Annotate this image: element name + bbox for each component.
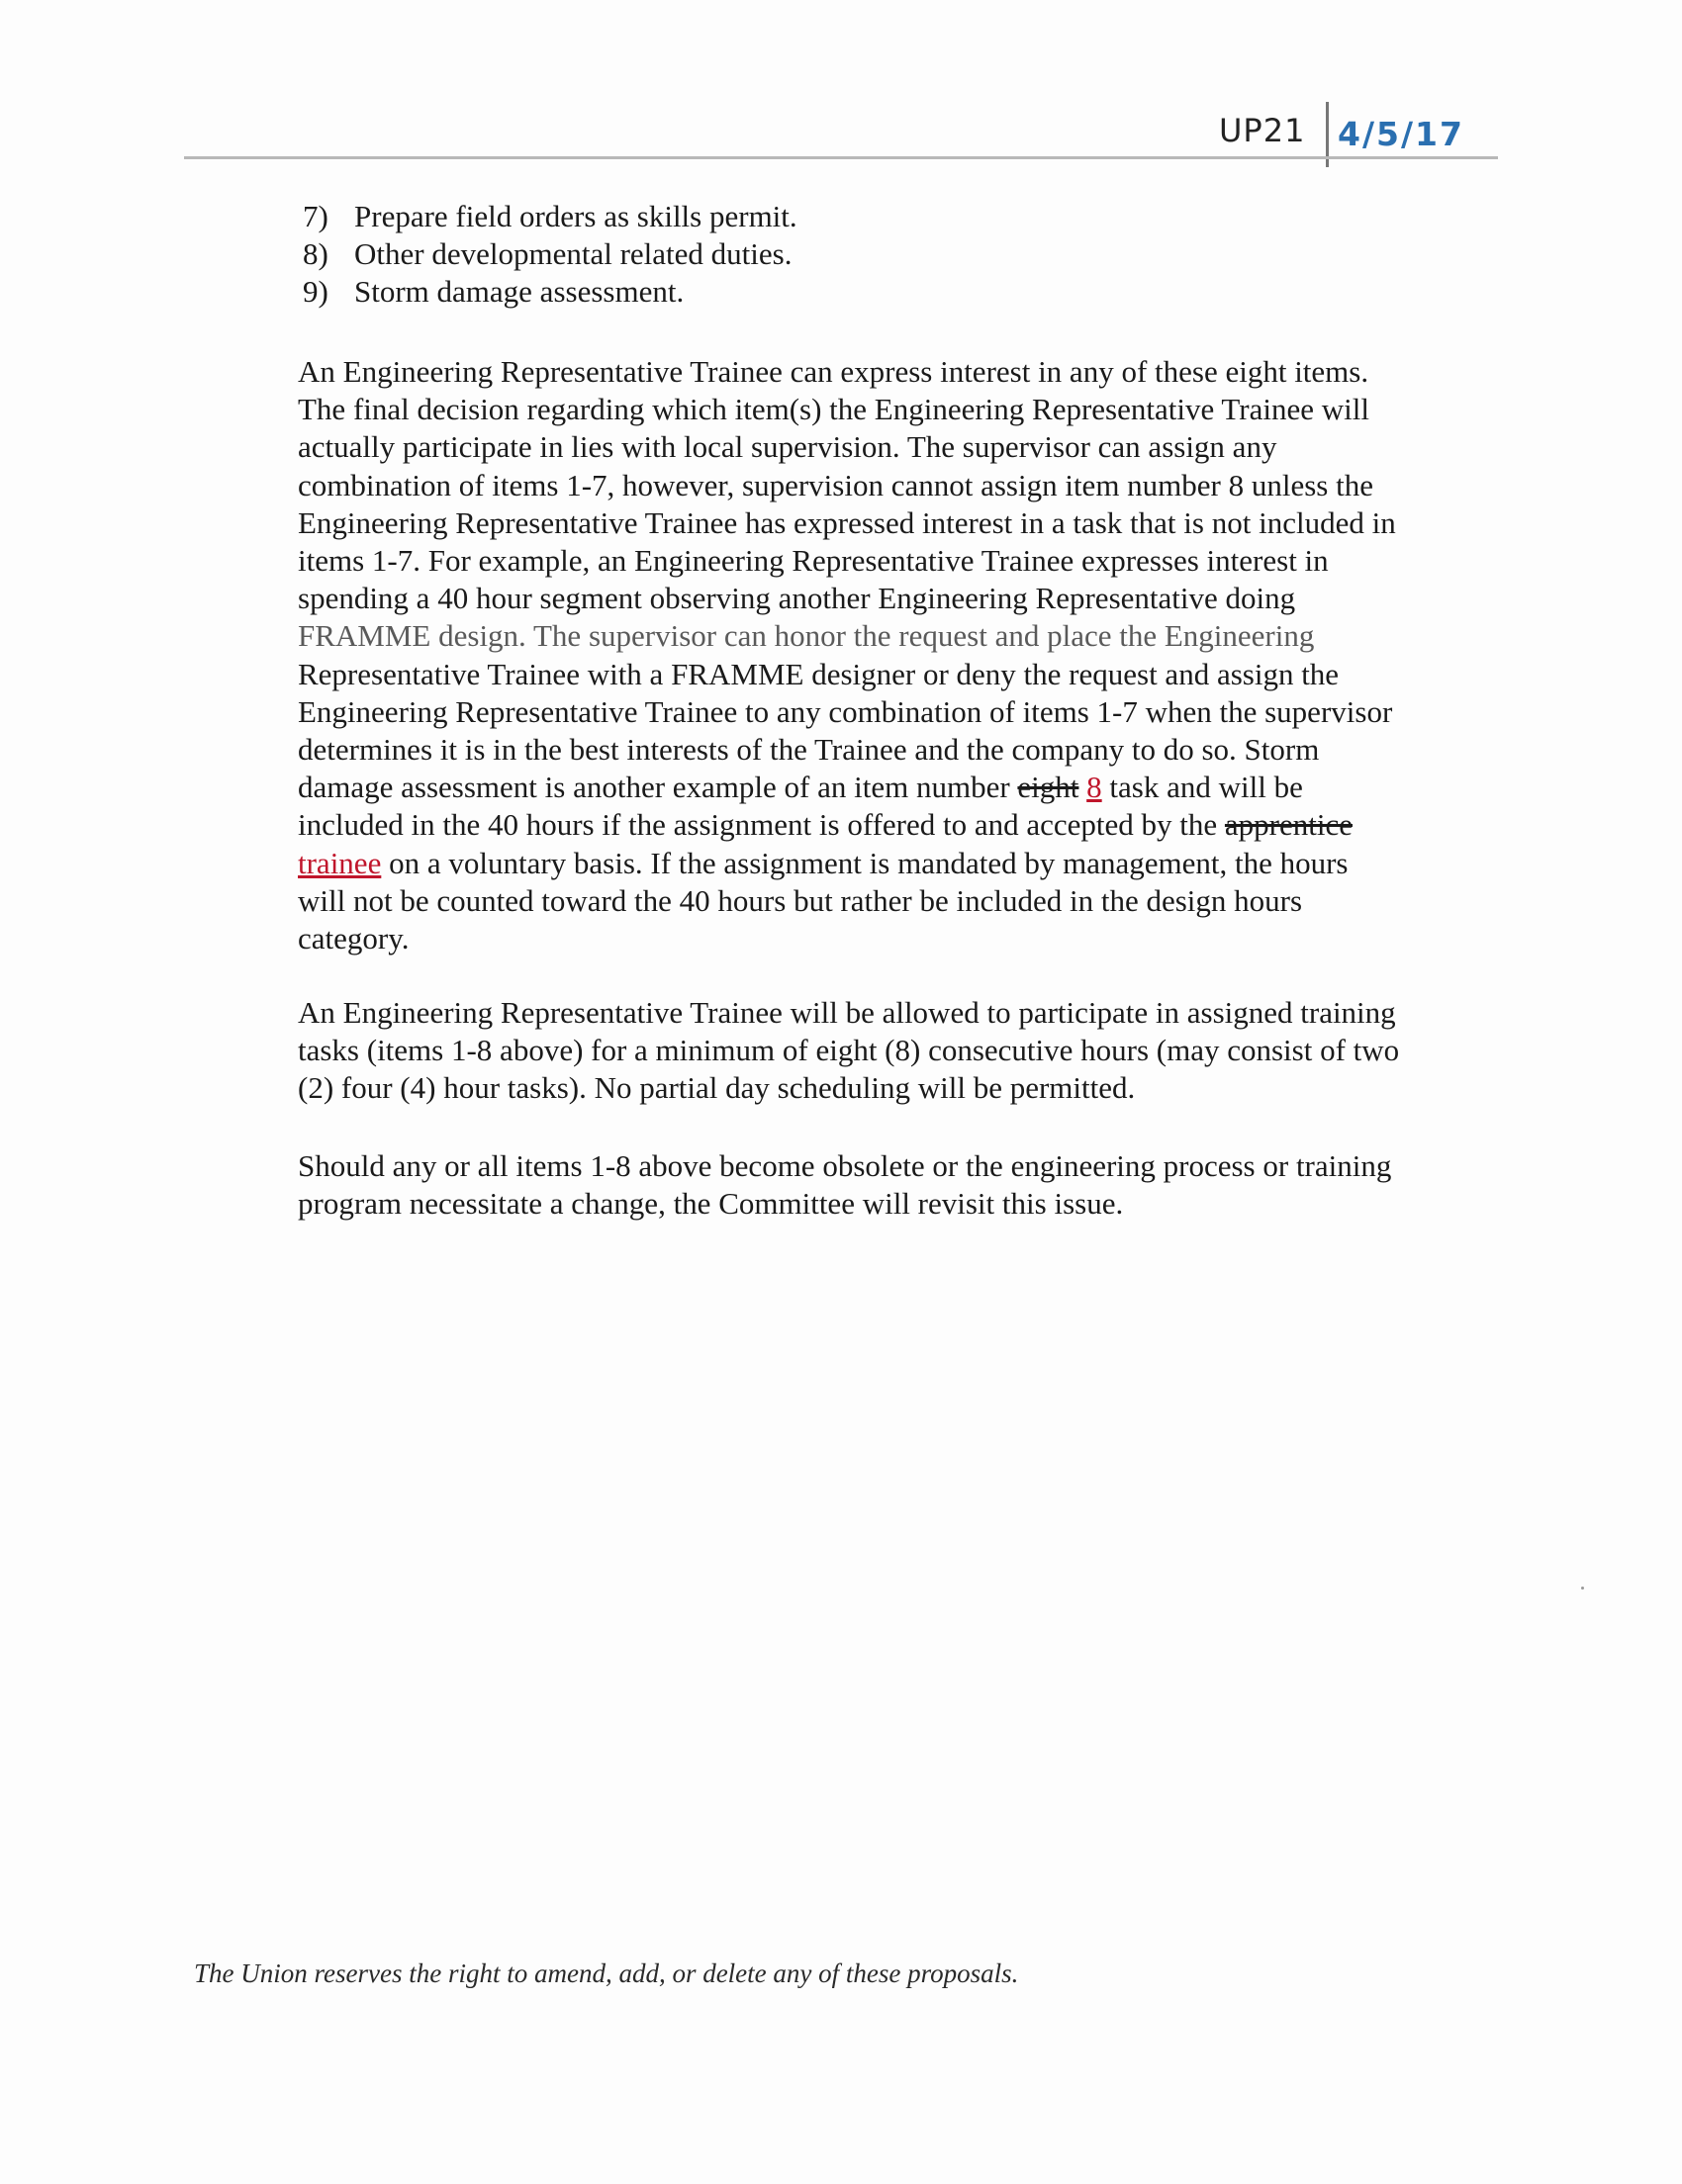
- text-line: will not be counted toward the 40 hours but rather be included in the design hours: [298, 882, 1303, 918]
- list-text: Prepare field orders as skills permit.: [354, 199, 797, 233]
- inserted-text: 8: [1086, 770, 1102, 805]
- deleted-text: eight: [1017, 770, 1079, 805]
- list-item: [303, 198, 797, 235]
- header-rule: [184, 156, 1498, 159]
- paragraph-revisit: [298, 1147, 1485, 1223]
- list-item: [303, 235, 797, 273]
- text-segment: included in the 40 hours if the assignment is offered to and accepted by the: [298, 807, 1225, 843]
- text-segment: damage assessment is another example of an item number: [298, 770, 1018, 805]
- text-line: FRAMME design. The supervisor can honor the request and place the Engineering: [298, 618, 1315, 654]
- text-line: determines it is in the best interests of the Trainee and the company to do so. Storm: [298, 732, 1320, 768]
- text-segment: on a voluntary basis. If the assignment is mandated by management, the hours: [381, 845, 1349, 880]
- text-line: combination of items 1-7, however, supervision cannot assign item number 8 unless the: [298, 467, 1373, 502]
- list-number: 9): [303, 274, 328, 309]
- numbered-list: [303, 198, 797, 311]
- footer-disclaimer: The Union reserves the right to amend, add, or delete any of these proposals.: [194, 1958, 1019, 1988]
- list-text: Storm damage assessment.: [354, 274, 685, 309]
- inserted-text: trainee: [298, 845, 382, 880]
- text-line: (2) four (4) hour tasks). No partial day scheduling will be permitted.: [298, 1070, 1136, 1106]
- text-line: Should any or all items 1-8 above become obsolete or the engineering process or training: [298, 1148, 1392, 1183]
- list-number: 8): [303, 236, 328, 271]
- deleted-text: apprentice: [1224, 807, 1354, 843]
- paragraph-item-selection: [298, 353, 1485, 957]
- text-line: [298, 769, 1485, 806]
- list-item: [303, 273, 797, 311]
- text-line: [298, 845, 1485, 882]
- text-line: category.: [298, 921, 410, 956]
- list-text: Other developmental related duties.: [354, 236, 793, 271]
- text-line: The final decision regarding which item(s) the Engineering Representative Trainee will: [298, 392, 1369, 427]
- list-number: 7): [303, 199, 328, 233]
- text-line: Engineering Representative Trainee to any combination of items 1-7 when the supervisor: [298, 693, 1393, 729]
- text-line: actually participate in lies with local supervision. The supervisor can assign any: [298, 429, 1277, 465]
- text-line: An Engineering Representative Trainee will be allowed to participate in assigned training: [298, 995, 1396, 1030]
- document-date: 4/5/17: [1338, 115, 1464, 153]
- text-line: program necessitate a change, the Committee will revisit this issue.: [298, 1186, 1124, 1222]
- text-line: tasks (items 1-8 above) for a minimum of eight (8) consecutive hours (may consist of two: [298, 1033, 1400, 1068]
- text-line: Engineering Representative Trainee has expressed interest in a task that is not included in: [298, 504, 1396, 540]
- paragraph-scheduling: [298, 994, 1485, 1108]
- text-line: An Engineering Representative Trainee can express interest in any of these eight items.: [298, 354, 1369, 389]
- text-line: [298, 806, 1485, 844]
- text-segment: task and will be: [1101, 770, 1303, 805]
- scan-speck: [1581, 1587, 1584, 1590]
- text-line: spending a 40 hour segment observing another Engineering Representative doing: [298, 581, 1296, 616]
- document-code: UP21: [1219, 112, 1306, 149]
- text-line: items 1-7. For example, an Engineering Representative Trainee expresses interest in: [298, 543, 1329, 579]
- text-line: Representative Trainee with a FRAMME designer or deny the request and assign the: [298, 656, 1340, 691]
